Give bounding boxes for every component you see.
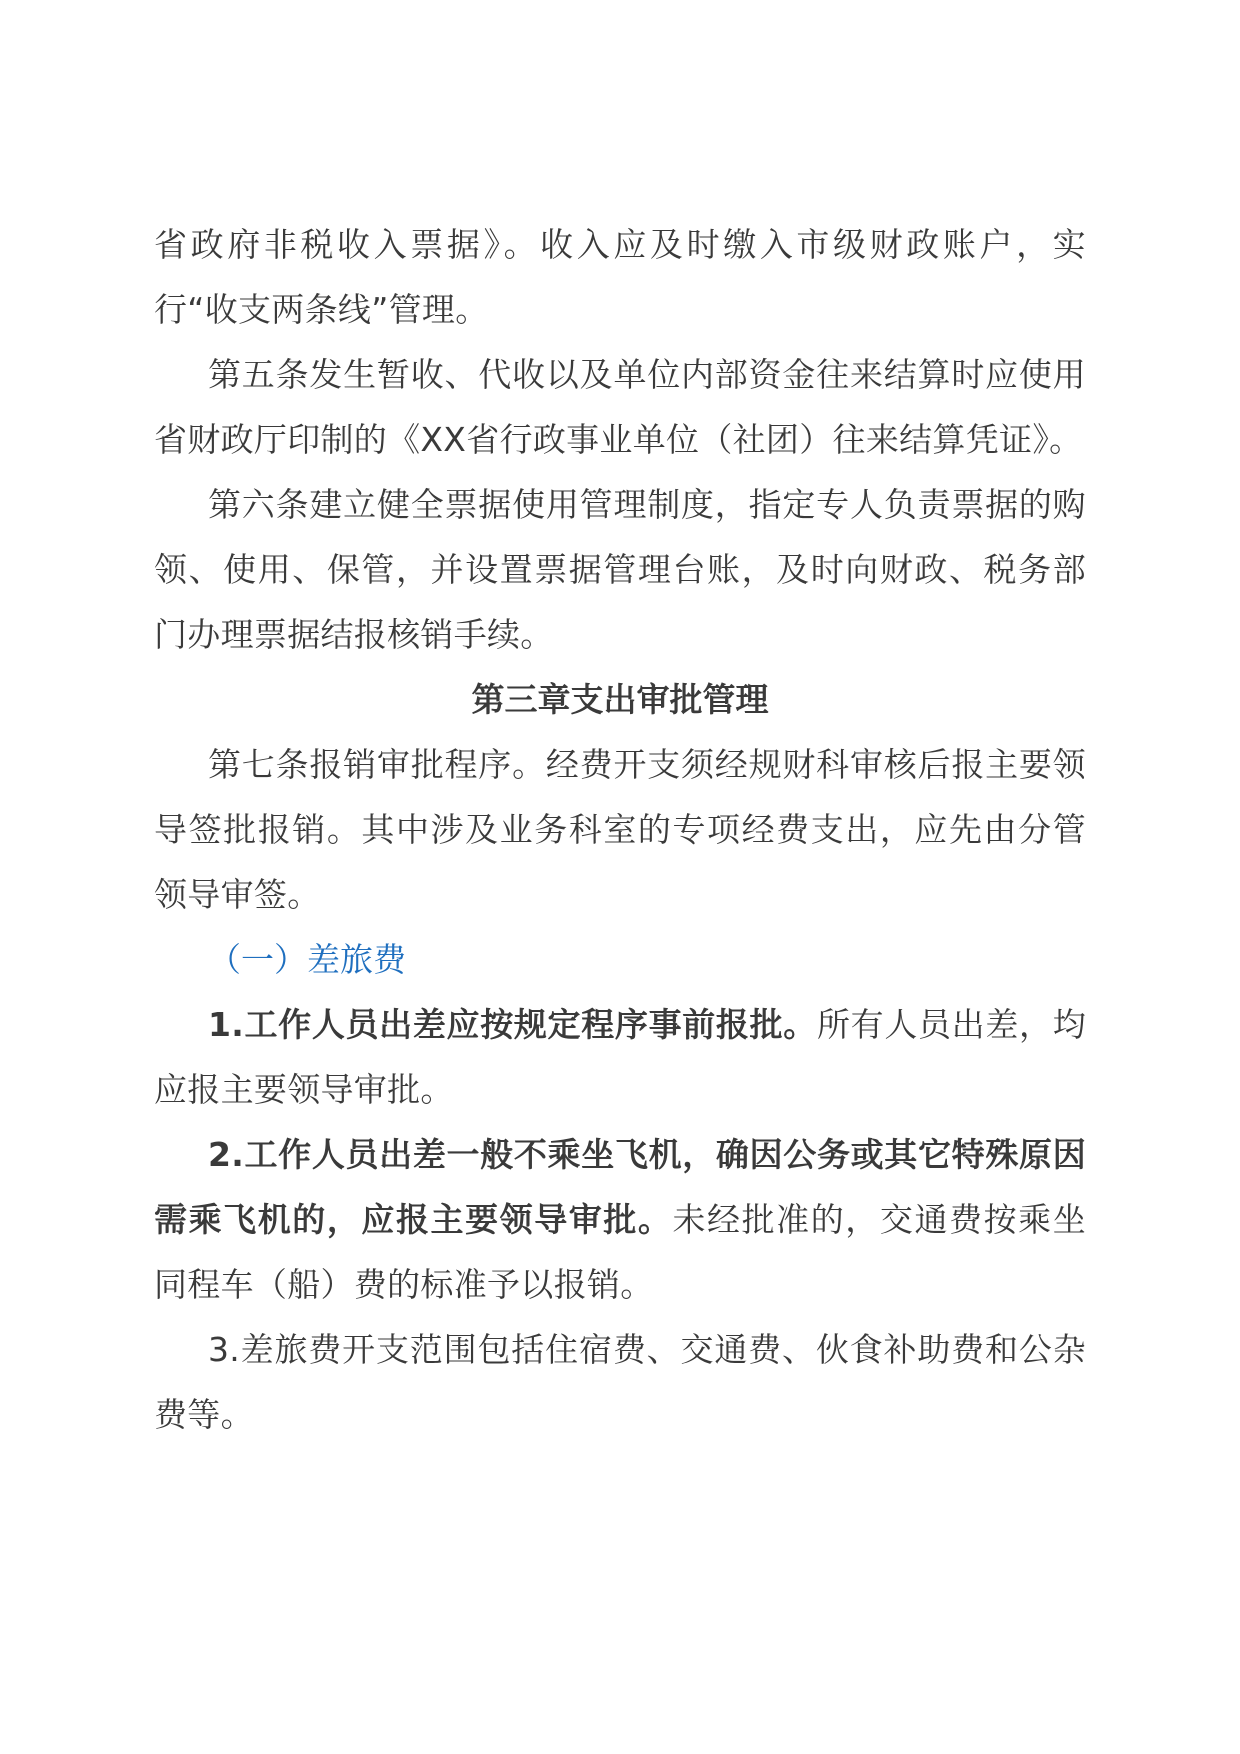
list-item-travel-3: 3.差旅费开支范围包括住宿费、交通费、伙食补助费和公杂费等。 [154,1330,1086,1434]
list-item-travel-2-bold: 2.工作人员出差一般不乘坐飞机，确因公务或其它特殊原因需乘飞机的，应报主要领导审批。 [154,1135,1086,1239]
list-item-travel-1 [154,992,1086,1122]
document-page [154,212,1086,1447]
list-item-travel-1-text: 所有人员出差，均应报主要领导审批。 [154,1005,1086,1109]
paragraph-article-6: 第六条建立健全票据使用管理制度，指定专人负责票据的购领、使用、保管，并设置票据管理台账，及时向财政、税务部门办理票据结报核销手续。 [154,485,1086,654]
list-item-travel-2 [154,1122,1086,1317]
paragraph-article-5: 第五条发生暂收、代收以及单位内部资金往来结算时应使用省财政厅印制的《XX省行政事业单位（社团）往来结算凭证》。 [154,355,1086,459]
paragraph-revenue-tickets: 省政府非税收入票据》。收入应及时缴入市级财政账户，实行“收支两条线”管理。 [154,225,1086,329]
section-travel-expenses-heading: （一）差旅费 [208,940,406,979]
list-item-travel-1-bold: 1.工作人员出差应按规定程序事前报批。 [208,1005,817,1044]
chapter-3-heading: 第三章支出审批管理 [471,680,769,719]
list-item-travel-2-text: 未经批准的，交通费按乘坐同程车（船）费的标准予以报销。 [154,1200,1086,1304]
paragraph-article-7: 第七条报销审批程序。经费开支须经规财科审核后报主要领导签批报销。其中涉及业务科室的专项经费支出，应先由分管领导审签。 [154,745,1086,914]
